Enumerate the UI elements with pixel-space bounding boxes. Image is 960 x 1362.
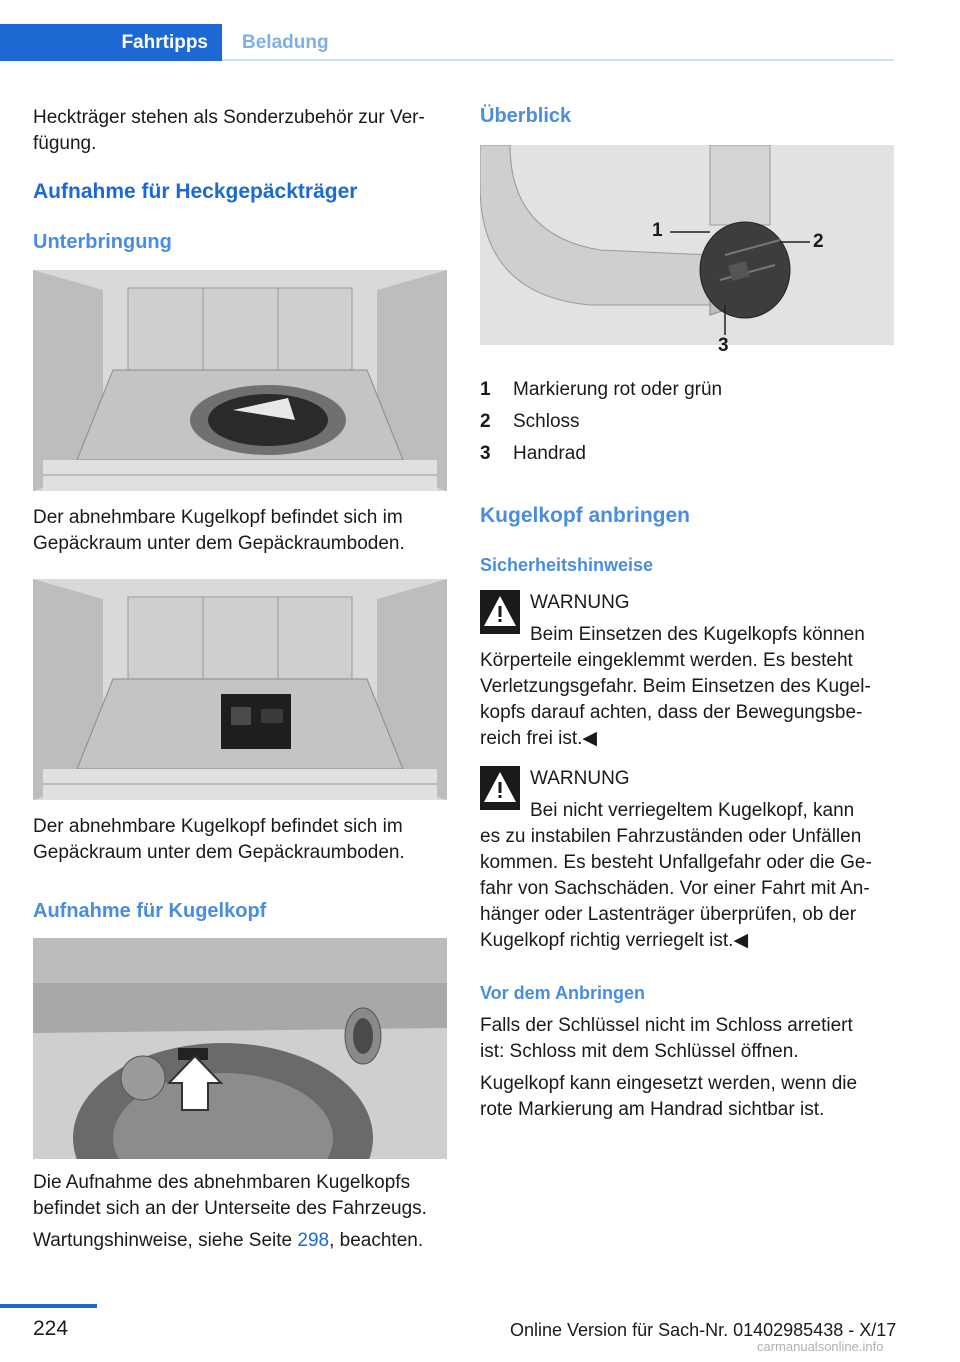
warning-2-line-6: Kugelkopf richtig verriegelt ist.◀: [480, 930, 749, 951]
heading-sicherheitshinweise: Sicherheitshinweise: [480, 555, 654, 575]
footer-accent-line: [0, 1304, 97, 1308]
tab-beladung[interactable]: Beladung: [242, 31, 329, 53]
ball-head-diagram: [480, 145, 894, 365]
header-divider: [222, 59, 894, 61]
warning-triangle-icon: [480, 590, 520, 639]
before-line-1: Falls der Schlüssel nicht im Schloss arretiert: [480, 1015, 853, 1036]
warning-1-line-5: reich frei ist.◀: [480, 728, 598, 749]
warning-2-line-4: fahr von Sachschäden. Vor einer Fahrt mit An-: [480, 878, 870, 899]
before-line-2: ist: Schloss mit dem Schlüssel öffnen.: [480, 1041, 799, 1062]
diagram-legend: 1 Markierung rot oder grün 2 Schloss 3 Handrad: [480, 379, 723, 464]
insert-line-2: rote Markierung am Handrad sichtbar ist.: [480, 1099, 825, 1120]
warning-1-line-3: Verletzungsgefahr. Beim Einsetzen des Kugel-: [480, 676, 871, 697]
caption-2-line-1: Der abnehmbare Kugelkopf befindet sich im: [33, 816, 403, 837]
warning-2-line-1: Bei nicht verriegeltem Kugelkopf, kann: [530, 800, 855, 821]
diagram-label-3: 3: [718, 335, 729, 356]
heading-ueberblick: Überblick: [480, 105, 572, 127]
header-tabs: [0, 24, 894, 61]
warning-1-line-4: kopfs darauf achten, dass der Bewegungsbe-: [480, 702, 863, 723]
warning-2-line-5: hänger oder Lastenträger überprüfen, ob der: [480, 904, 857, 925]
warning-1-title: WARNUNG: [530, 592, 630, 613]
insert-line-1: Kugelkopf kann eingesetzt werden, wenn die: [480, 1073, 858, 1094]
tab-fahrtipps[interactable]: Fahrtipps: [0, 24, 222, 61]
warning-triangle-icon: [480, 766, 520, 815]
heading-kugelkopf-anbringen: Kugelkopf anbringen: [480, 504, 690, 527]
trunk-spare-well-image: [33, 270, 447, 491]
heading-heckgepaecktraeger: Aufnahme für Heckgepäckträger: [33, 180, 358, 203]
warning-2-title: WARNUNG: [530, 768, 630, 789]
online-version-note: Online Version für Sach-Nr. 01402985438 - X/17: [510, 1320, 897, 1340]
caption-3-line-1: Die Aufnahme des abnehmbaren Kugelkopfs: [33, 1172, 411, 1193]
maintenance-note: Wartungshinweise, siehe Seite 298, beachten.: [33, 1230, 424, 1251]
caption-1-line-2: Gepäckraum unter dem Gepäckraumboden.: [33, 533, 405, 554]
intro-line-2: fügung.: [33, 133, 97, 154]
page-link-298[interactable]: 298: [297, 1230, 330, 1251]
caption-2-line-2: Gepäckraum unter dem Gepäckraumboden.: [33, 842, 405, 863]
heading-vor-dem-anbringen: Vor dem Anbringen: [480, 983, 646, 1003]
underside-receptacle-image: [33, 938, 447, 1159]
warning-1-line-1: Beim Einsetzen des Kugelkopfs können: [530, 624, 865, 645]
warning-2-line-3: kommen. Es besteht Unfallgefahr oder die Ge-: [480, 852, 872, 873]
caption-3-line-2: befindet sich an der Unterseite des Fahrzeugs.: [33, 1198, 427, 1219]
caption-1-line-1: Der abnehmbare Kugelkopf befindet sich im: [33, 507, 403, 528]
watermark: carmanualsonline.info: [757, 1339, 884, 1354]
trunk-storage-box-image: [33, 579, 447, 800]
warning-2-line-2: es zu instabilen Fahrzuständen oder Unfällen: [480, 826, 862, 847]
warning-1-line-2: Körperteile eingeklemmt werden. Es besteht: [480, 650, 853, 671]
intro-line-1: Heckträger stehen als Sonderzubehör zur Ver-: [33, 107, 425, 128]
heading-aufnahme-kugelkopf: Aufnahme für Kugelkopf: [33, 900, 267, 922]
heading-unterbringung: Unterbringung: [33, 231, 172, 253]
page-number: 224: [33, 1317, 69, 1340]
diagram-label-1: 1: [652, 220, 663, 241]
diagram-label-2: 2: [813, 231, 824, 252]
